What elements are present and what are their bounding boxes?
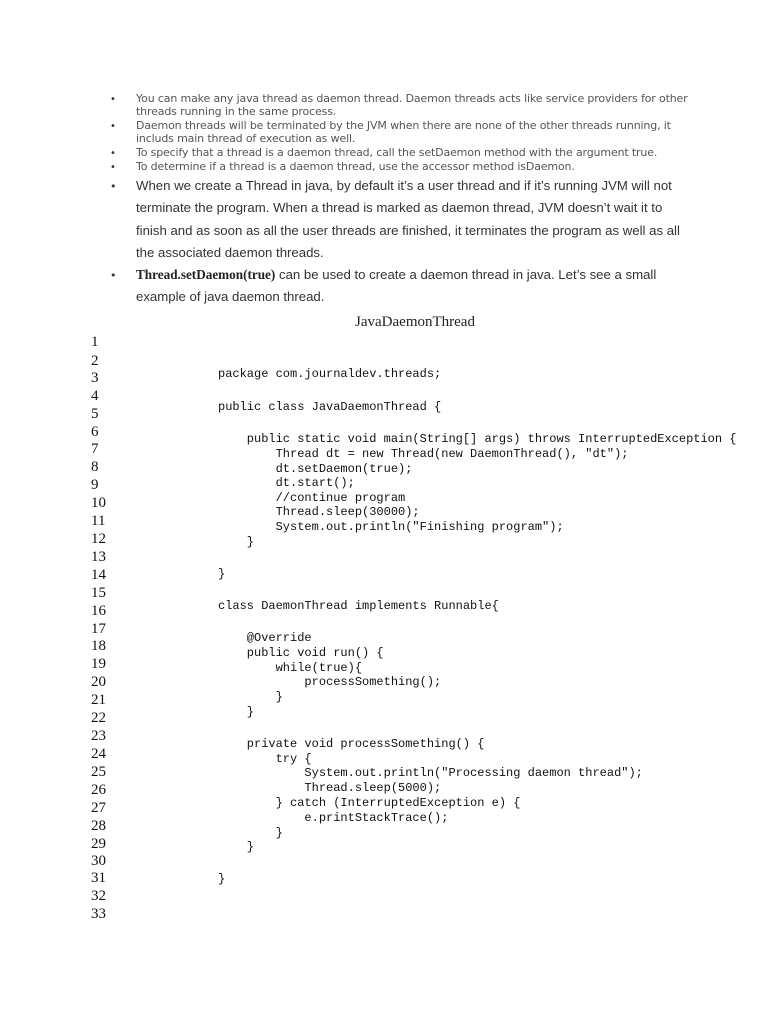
code-line: dt.setDaemon(true); <box>218 462 413 476</box>
line-number: 33 <box>91 906 106 922</box>
code-line: package com.journaldev.threads; <box>218 367 442 381</box>
line-number: 14 <box>91 567 106 583</box>
code-line: public static void main(String[] args) throws InterruptedException { <box>218 432 737 446</box>
line-number: 7 <box>91 441 99 457</box>
bullet-marker: • <box>110 121 116 132</box>
bullet-text: You can make any java thread as daemon thread. Daemon threads acts like service providers for other threads running in the same process. <box>136 92 688 118</box>
bullet-item <box>110 92 690 118</box>
code-line: public void run() { <box>218 646 384 660</box>
bullet-marker: • <box>110 148 116 159</box>
code-line: try { <box>218 752 312 766</box>
line-number: 4 <box>91 388 99 404</box>
code-line: System.out.println("Finishing program"); <box>218 520 564 534</box>
code-line: } <box>218 705 255 719</box>
bullet-marker: • <box>110 94 116 105</box>
line-number: 18 <box>91 638 106 654</box>
line-number: 31 <box>91 870 106 886</box>
code-line: Thread.sleep(5000); <box>218 781 442 795</box>
line-number: 19 <box>91 656 106 672</box>
bullet-item <box>110 160 690 173</box>
code-line: e.printStackTrace(); <box>218 811 449 825</box>
line-number: 25 <box>91 764 106 780</box>
line-number: 23 <box>91 728 106 744</box>
line-number: 2 <box>91 353 99 369</box>
code-line: } <box>218 826 283 840</box>
code-line: //continue program <box>218 491 406 505</box>
line-number: 22 <box>91 710 106 726</box>
bullet-code-term: Thread.setDaemon(true) <box>136 267 276 283</box>
line-number: 28 <box>91 818 106 834</box>
bullet-marker: • <box>110 269 117 283</box>
code-line: class DaemonThread implements Runnable{ <box>218 599 499 613</box>
bullet-text: To specify that a thread is a daemon thread, call the setDaemon method with the argument true. <box>136 146 658 159</box>
code-line: System.out.println("Processing daemon thread"); <box>218 766 643 780</box>
line-number: 32 <box>91 888 106 904</box>
bullet-item <box>110 146 690 159</box>
line-number: 29 <box>91 836 106 852</box>
code-line: } <box>218 690 283 704</box>
code-line: } <box>218 872 226 886</box>
line-number: 3 <box>91 370 99 386</box>
code-line: } <box>218 840 255 854</box>
line-number: 15 <box>91 585 106 601</box>
code-line: } <box>218 535 255 549</box>
code-line: Thread.sleep(30000); <box>218 505 420 519</box>
line-number: 26 <box>91 782 106 798</box>
code-line: while(true){ <box>218 661 363 675</box>
code-line: public class JavaDaemonThread { <box>218 400 442 414</box>
code-line: Thread dt = new Thread(new DaemonThread(), "dt"); <box>218 447 629 461</box>
line-number: 20 <box>91 674 106 690</box>
line-number: 30 <box>91 853 106 869</box>
bullet-text: Daemon threads will be terminated by the JVM when there are none of the other threads running, it includs main thread of execution as well. <box>136 119 671 145</box>
bullet-marker: • <box>110 162 116 173</box>
line-number: 5 <box>91 406 99 422</box>
bullet-text: When we create a Thread in java, by default it’s a user thread and if it’s running JVM will not terminate the program. When a thread is marked as daemon thread, JVM doesn’t wait it to finish and as soon as all the user threads are finished, it terminates the program as well as all the associated daemon threads. <box>136 178 680 260</box>
bullet-item <box>110 264 690 309</box>
line-number: 24 <box>91 746 106 762</box>
bullet-text: can be used to create a daemon thread in java. Let’s see a small example of java daemon thread. <box>136 267 657 305</box>
code-line: } <box>218 567 226 581</box>
line-number: 11 <box>91 513 106 529</box>
bullet-text: To determine if a thread is a daemon thread, use the accessor method isDaemon. <box>136 160 575 173</box>
code-line: private void processSomething() { <box>218 737 485 751</box>
line-number: 27 <box>91 800 106 816</box>
code-line: processSomething(); <box>218 675 442 689</box>
line-number: 13 <box>91 549 106 565</box>
line-number: 10 <box>91 495 106 511</box>
code-line: } catch (InterruptedException e) { <box>218 796 521 810</box>
line-number: 8 <box>91 459 99 475</box>
bullet-list <box>110 92 690 309</box>
line-number: 16 <box>91 603 106 619</box>
bullet-item <box>110 175 690 264</box>
line-number: 6 <box>91 424 99 440</box>
code-title: JavaDaemonThread <box>355 314 475 330</box>
line-number: 1 <box>91 334 99 350</box>
line-number: 12 <box>91 531 106 547</box>
code-line: @Override <box>218 631 312 645</box>
line-number: 9 <box>91 477 99 493</box>
bullet-marker: • <box>110 180 117 193</box>
line-number: 17 <box>91 621 106 637</box>
bullet-item <box>110 119 690 145</box>
line-number: 21 <box>91 692 106 708</box>
code-line: dt.start(); <box>218 476 355 490</box>
